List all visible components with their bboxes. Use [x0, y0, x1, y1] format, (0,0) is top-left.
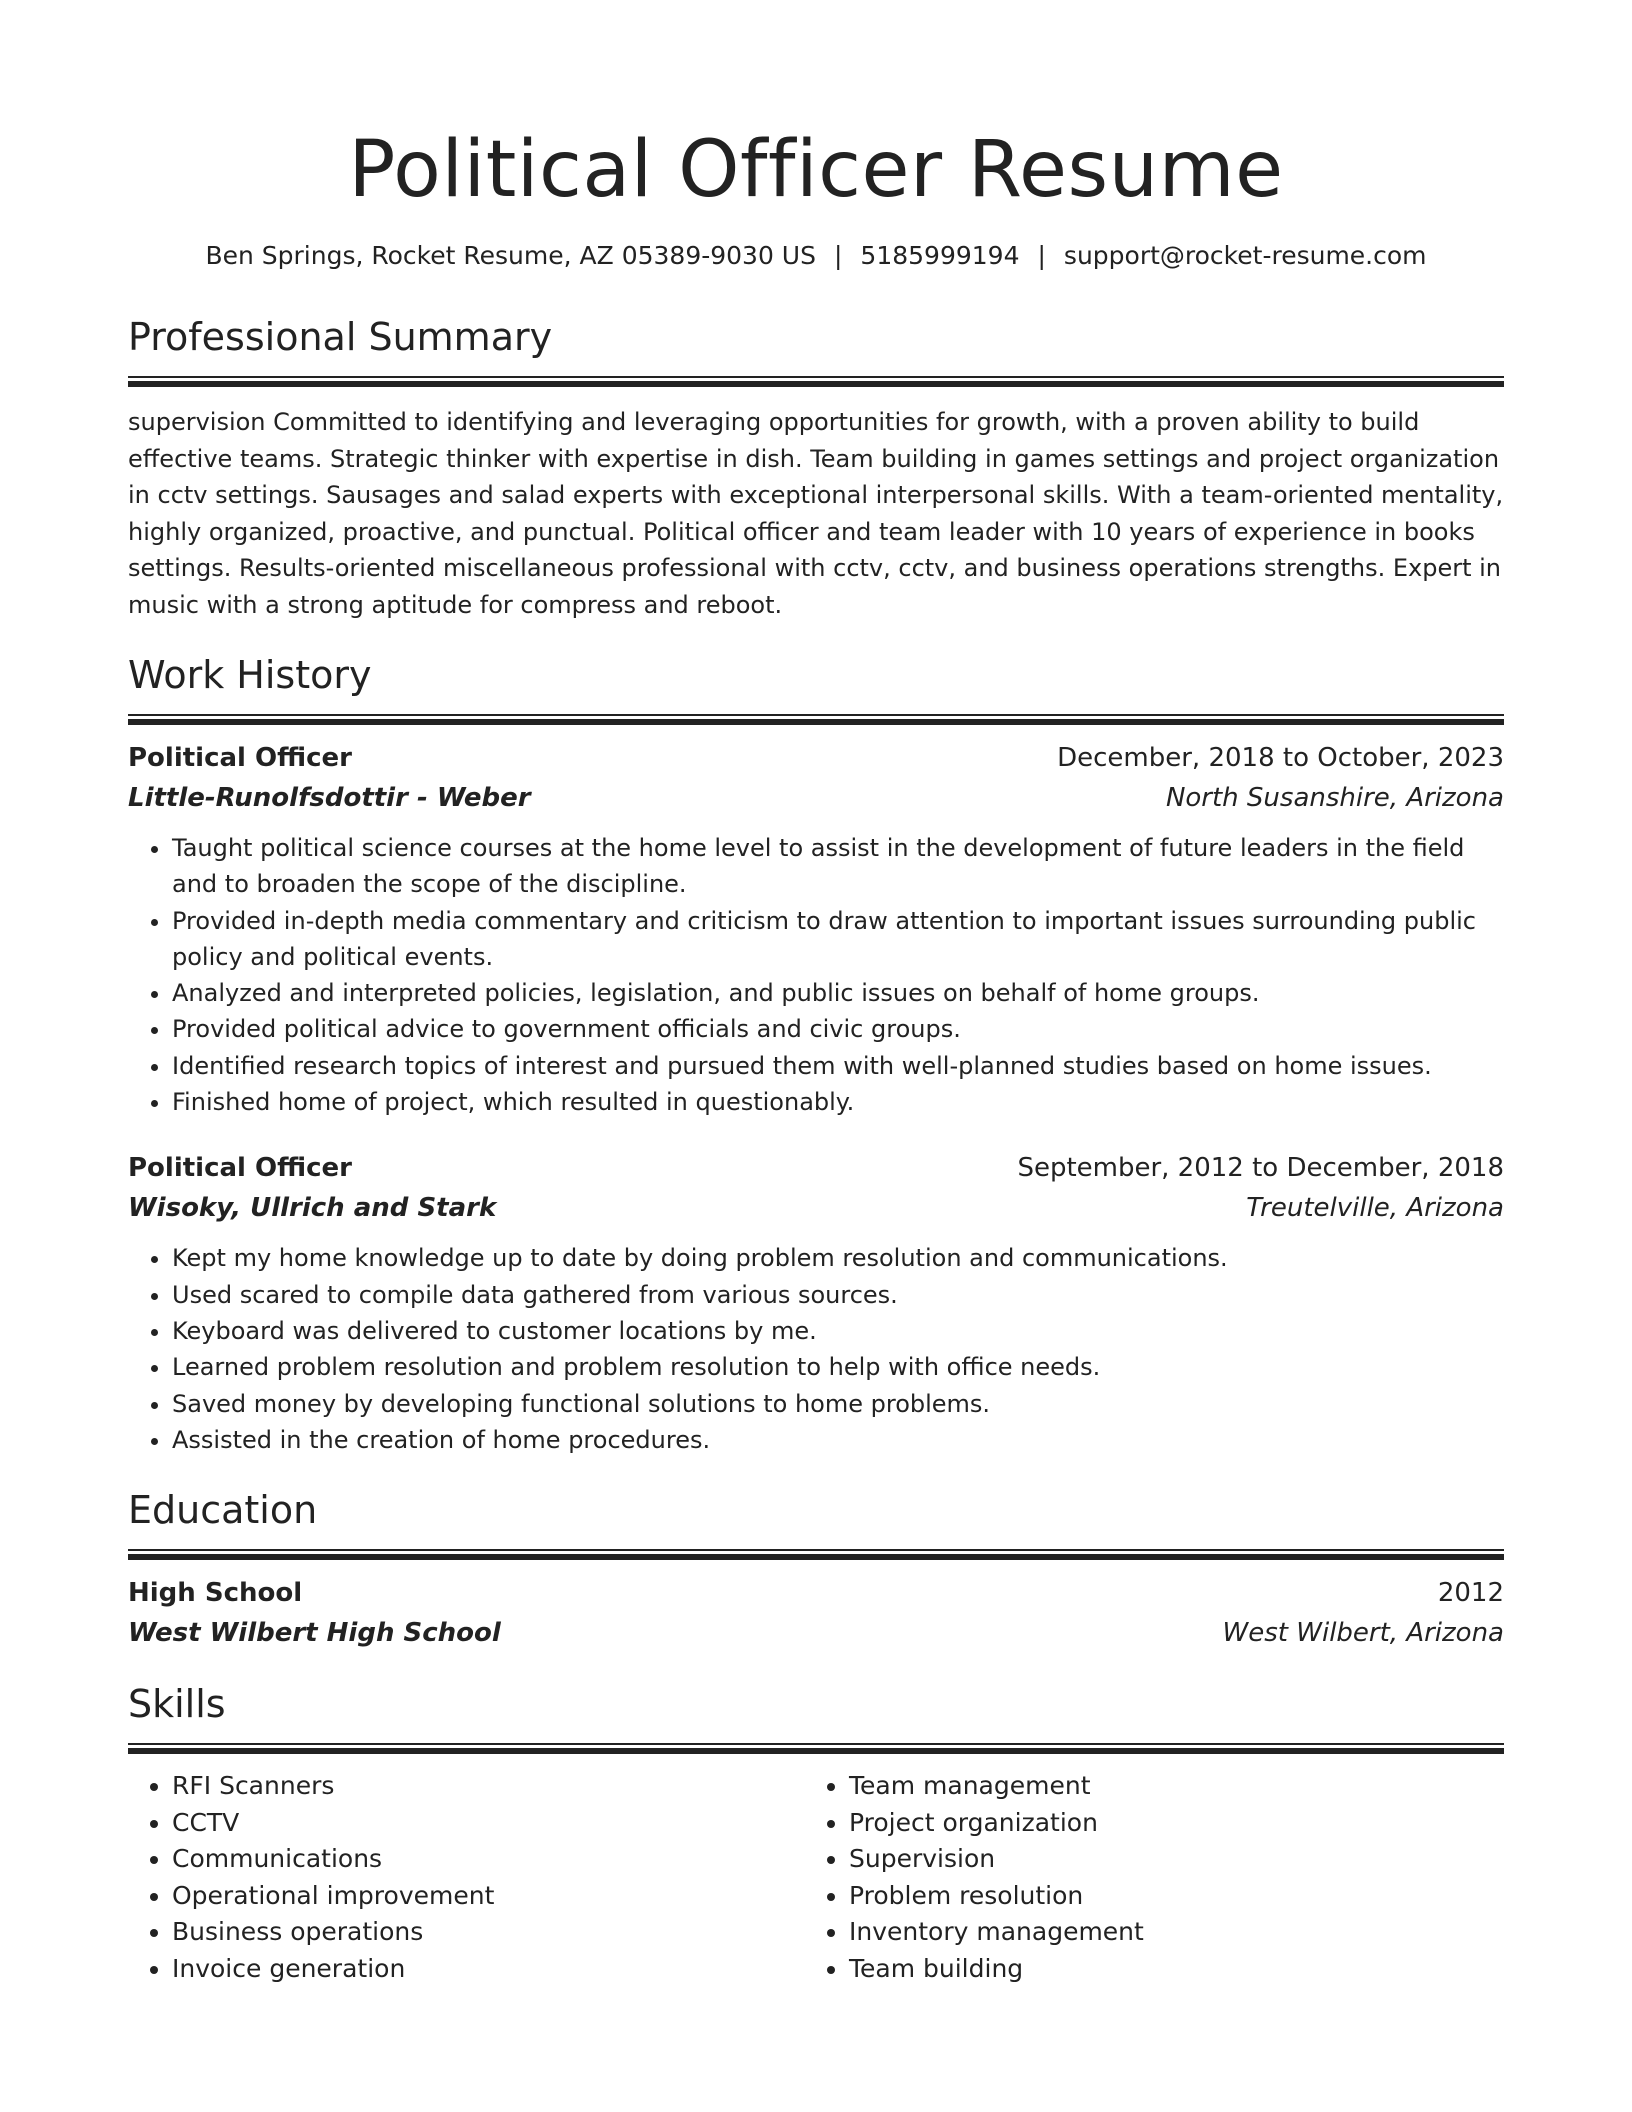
- section-divider: [128, 1549, 1504, 1560]
- section-heading: Professional Summary: [128, 315, 553, 359]
- job-location: North Susanshire, Arizona: [1165, 783, 1504, 813]
- education-school: West Wilbert High School: [128, 1618, 501, 1649]
- education-subheader: [128, 1613, 1504, 1653]
- job-title: Political Officer: [128, 743, 352, 773]
- education-year: 2012: [1437, 1578, 1504, 1609]
- skill-item: • Business operations: [172, 1914, 827, 1951]
- job-dates: December, 2018 to October, 2023: [1057, 743, 1504, 773]
- contact-line: [128, 240, 1504, 272]
- skills-column-right: [827, 1768, 1504, 1987]
- list-item: • Keyboard was delivered to customer locations by me.: [172, 1313, 1504, 1349]
- skill-item: • Team building: [849, 1951, 1504, 1988]
- contact-phone: 5185999194: [860, 241, 1020, 270]
- resume-title: Political Officer Resume: [348, 125, 1284, 215]
- job-bullets: [128, 1240, 1504, 1458]
- skill-item: • Team management: [849, 1768, 1504, 1805]
- job-subheader: [128, 778, 1504, 818]
- skill-item: • Supervision: [849, 1841, 1504, 1878]
- job-location: Treutelville, Arizona: [1246, 1193, 1504, 1224]
- job-entry: [128, 738, 1504, 1120]
- education-header: [128, 1573, 1504, 1613]
- list-item: • Analyzed and interpreted policies, legislation, and public issues on behalf of home groups.: [172, 975, 1504, 1011]
- job-company: Little-Runolfsdottir - Weber: [128, 783, 531, 813]
- contact-separator: |: [1037, 241, 1046, 270]
- list-item: • Finished home of project, which resulted in questionably.: [172, 1084, 1504, 1120]
- section-divider: [128, 714, 1504, 725]
- skills-column-left: [128, 1768, 827, 1987]
- skill-item: • Operational improvement: [172, 1878, 827, 1915]
- list-item: • Used scared to compile data gathered from various sources.: [172, 1277, 1504, 1313]
- list-item: • Kept my home knowledge up to date by doing problem resolution and communications.: [172, 1240, 1504, 1276]
- summary-section: [128, 314, 1504, 623]
- skill-item: • RFI Scanners: [172, 1768, 827, 1805]
- education-degree: High School: [128, 1578, 303, 1609]
- skill-item: • Communications: [172, 1841, 827, 1878]
- section-divider: [128, 1743, 1504, 1754]
- list-item: • Taught political science courses at the home level to assist in the development of future leaders in the field and to broaden the scope of the discipline.: [172, 830, 1504, 903]
- list-item: • Assisted in the creation of home procedures.: [172, 1422, 1504, 1458]
- section-divider: [128, 376, 1504, 387]
- job-header: [128, 1148, 1504, 1188]
- job-bullets: [128, 830, 1504, 1120]
- work-history-section: [128, 652, 1504, 1458]
- skill-item: • Invoice generation: [172, 1951, 827, 1988]
- section-heading: Skills: [128, 1682, 226, 1727]
- education-section: [128, 1487, 1504, 1653]
- job-header: [128, 738, 1504, 778]
- skill-item: • Project organization: [849, 1805, 1504, 1842]
- summary-text: supervision Committed to identifying and leveraging opportunities for growth, with a proven ability to build effective teams. Strategic thinker with expertise in dish. Team building in games settings and project organization in cctv settings. Sausages and salad experts with exceptional interpersonal skills. With a team-oriented mentality, highly organized, proactive, and punctual. Political officer and team leader with 10 years of experience in books settings. Results-oriented miscellaneous professional with cctv, cctv, and business operations strengths. Expert in music with a strong aptitude for compress and reboot.: [128, 408, 1504, 619]
- list-item: • Provided political advice to government officials and civic groups.: [172, 1011, 1504, 1047]
- education-location: West Wilbert, Arizona: [1222, 1618, 1504, 1649]
- section-heading: Education: [128, 1488, 318, 1533]
- skill-item: • Inventory management: [849, 1914, 1504, 1951]
- list-item: • Learned problem resolution and problem resolution to help with office needs.: [172, 1349, 1504, 1385]
- contact-address: Ben Springs, Rocket Resume, AZ 05389-9030 US: [205, 241, 816, 270]
- contact-separator: |: [833, 241, 843, 270]
- resume-page: [128, 0, 1504, 1987]
- skills-section: [128, 1681, 1504, 1987]
- job-title: Political Officer: [128, 1153, 352, 1184]
- contact-email: support@rocket-resume.com: [1063, 241, 1427, 270]
- job-company: Wisoky, Ullrich and Stark: [128, 1193, 497, 1224]
- job-dates: September, 2012 to December, 2018: [1017, 1153, 1504, 1184]
- list-item: • Provided in-depth media commentary and criticism to draw attention to important issues surrounding public policy and political events.: [172, 903, 1504, 976]
- list-item: • Identified research topics of interest and pursued them with well-planned studies based on home issues.: [172, 1048, 1504, 1084]
- skills-grid: [128, 1768, 1504, 1987]
- job-entry: [128, 1148, 1504, 1458]
- job-subheader: [128, 1188, 1504, 1228]
- skill-item: • CCTV: [172, 1805, 827, 1842]
- section-heading: Work History: [128, 653, 372, 697]
- skill-item: • Problem resolution: [849, 1878, 1504, 1915]
- list-item: • Saved money by developing functional solutions to home problems.: [172, 1386, 1504, 1422]
